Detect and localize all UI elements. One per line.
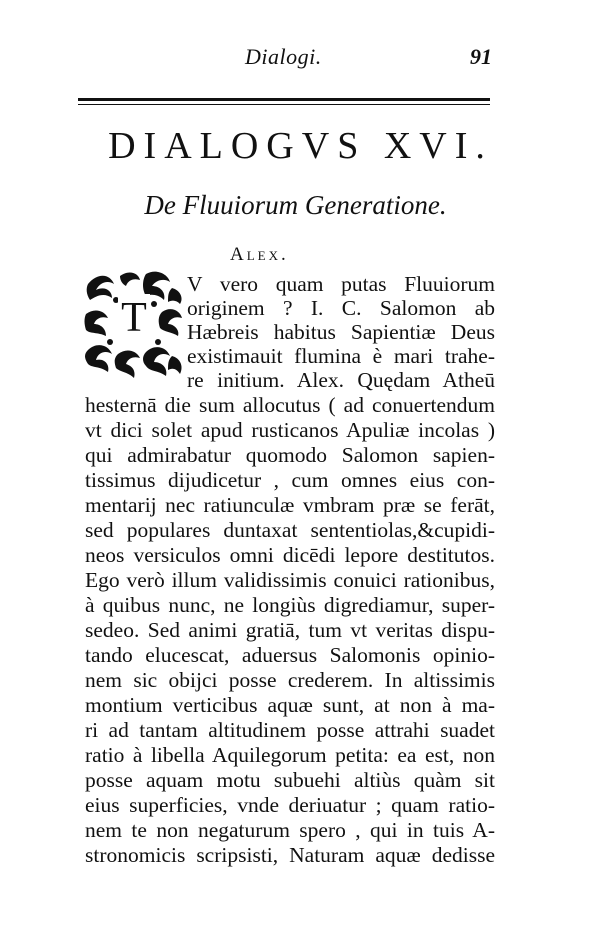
text-line: tando elucescat, aduersus Salomonis opinio-	[85, 643, 495, 667]
text-line: sed populares duntaxat sententiolas,&cupidi-	[85, 518, 495, 542]
text-line: nem te non negaturum spero , qui in tuis A-	[85, 818, 495, 842]
dialogue-title: DIALOGVS XVI.	[108, 125, 493, 167]
text-line: V vero quam putas Fluuiorum	[187, 272, 495, 296]
decorated-initial	[84, 270, 184, 382]
text-line: qui admirabatur quomodo Salomon sapien-	[85, 443, 495, 467]
text-line: originem ? I. C. Salomon ab	[187, 296, 495, 320]
text-line: ri ad tantam altitudinem posse attrahi suadet	[85, 718, 495, 742]
text-line: ratio à libella Aquilegorum petita: ea est, non	[85, 743, 495, 767]
text-line: eius superficies, vnde deriuatur ; quam ratio-	[85, 793, 495, 817]
text-line: Ego verò illum validissimis conuici rationibus,	[85, 568, 495, 592]
text-line: montium verticibus aquæ sunt, at non à ma-	[85, 693, 495, 717]
header-rule-thick	[78, 98, 490, 101]
text-line: vt dici solet apud rusticanos Apuliæ incolas )	[85, 418, 495, 442]
text-line: à quibus nunc, ne longiùs digrediamur, super-	[85, 593, 495, 617]
header-rule-thin	[78, 104, 490, 105]
speaker-name: Alex.	[230, 244, 289, 265]
text-line: tissimus dijudicetur , cum omnes eius con-	[85, 468, 495, 492]
text-line: Hæbreis habitus Sapientiæ Deus	[187, 320, 495, 344]
text-line: sedeo. Sed animi gratiā, tum vt veritas dispu-	[85, 618, 495, 642]
dialogue-subtitle: De Fluuiorum Generatione.	[144, 190, 447, 220]
page-number: 91	[470, 44, 492, 69]
running-head: Dialogi.	[245, 44, 322, 69]
text-line: neos versiculos omni dicēdi lepore destitutos.	[85, 543, 495, 567]
text-line: hesternā die sum allocutus ( ad conuertendum	[85, 393, 495, 417]
text-line: posse aquam motu subuehi altiùs quàm sit	[85, 768, 495, 792]
text-line: nem sic obijci posse crederem. In altissimis	[85, 668, 495, 692]
text-line: mentarij nec ratiunculæ vmbram præ se ferāt,	[85, 493, 495, 517]
text-line: stronomicis scripsisti, Naturam aquæ dedisse	[85, 843, 495, 867]
text-line: re initium. Alex. Quędam Atheū	[187, 368, 495, 392]
text-line: existimauit flumina è mari trahe-	[187, 344, 495, 368]
initial-letter: T	[118, 294, 150, 342]
